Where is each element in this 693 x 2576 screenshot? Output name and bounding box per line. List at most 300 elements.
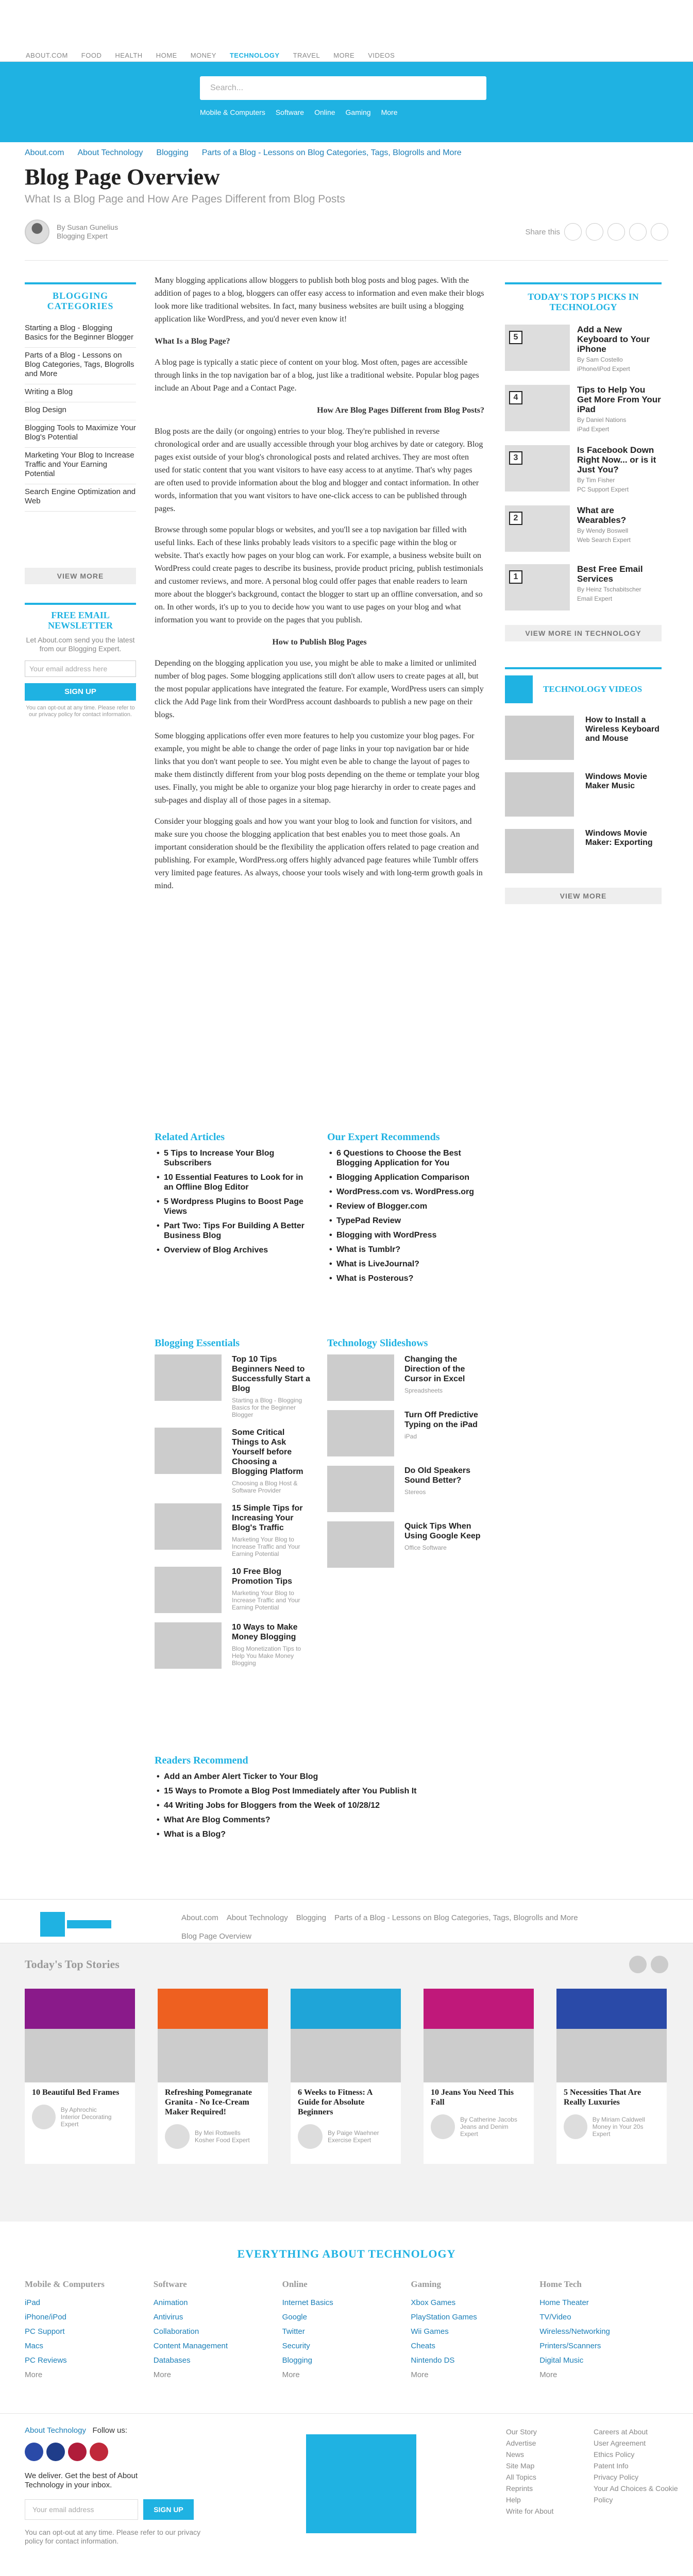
nav-item-more[interactable]: MORE xyxy=(333,52,355,59)
footer-email-field[interactable]: Your email address xyxy=(25,2499,138,2520)
everything-column xyxy=(282,2279,411,2382)
nav-item-travel[interactable]: TRAVEL xyxy=(293,52,320,59)
author-role: Exercise Expert xyxy=(328,2137,371,2144)
expert-link[interactable]: • 6 Questions to Choose the Best Blogging Application for You xyxy=(327,1148,484,1168)
about-logo-icon[interactable] xyxy=(40,1912,111,1937)
slideshows-list xyxy=(327,1354,484,1568)
top-picks-list xyxy=(505,325,662,611)
essentials-thumbnail[interactable] xyxy=(155,1354,222,1401)
slideshows-title[interactable]: Turn Off Predictive Typing on the iPad xyxy=(404,1411,478,1429)
video-thumbnail[interactable] xyxy=(505,829,574,873)
category-item[interactable]: Writing a Blog xyxy=(25,384,136,402)
page-title: Blog Page Overview xyxy=(25,164,220,190)
column-heading: Mobile & Computers xyxy=(25,2279,105,2289)
nav-item-videos[interactable]: VIDEOS xyxy=(368,52,395,59)
topic-link[interactable]: PC Reviews xyxy=(25,2356,67,2365)
topic-link[interactable]: PlayStation Games xyxy=(411,2313,477,2321)
story-color-band xyxy=(25,1989,135,2029)
related-section xyxy=(155,1131,484,1288)
story-card[interactable] xyxy=(556,1989,667,2164)
recommend-link[interactable]: • 44 Writing Jobs for Bloggers from the Week of 10/28/12 xyxy=(155,1801,484,1810)
paragraph: Consider your blogging goals and how you want your blog to look and function for visitors, and make sure you choose the blogging application that best enables you to meet those goals. An important consideration should be the flexibility the application offers related to page creation and publishing. For example, WordPress.org offers highly advanced page features while Tumblr offers very limited page features. As always, choose your tools wisely and with long-term growth goals in mind. xyxy=(155,817,483,890)
email-field[interactable]: Your email address here xyxy=(25,660,136,677)
story-author xyxy=(328,2129,379,2144)
author-name: By Aphrochic xyxy=(60,2106,97,2113)
more-link[interactable]: More xyxy=(282,2370,300,2379)
footer-breadcrumb-bar xyxy=(0,1899,693,1943)
column-heading: Software xyxy=(153,2279,187,2289)
subnav-item[interactable]: Mobile & Computers xyxy=(200,108,265,116)
footer-link[interactable]: All Topics xyxy=(506,2473,536,2481)
expert-link[interactable]: • TypePad Review xyxy=(327,1216,484,1226)
pick-thumbnail[interactable] xyxy=(505,385,570,431)
essentials-title[interactable]: 10 Free Blog Promotion Tips xyxy=(232,1567,293,1586)
subnav-item[interactable]: Online xyxy=(314,108,335,116)
breadcrumb-link[interactable]: About.com xyxy=(25,148,64,157)
essentials-title[interactable]: Some Critical Things to Ask Yourself before Choosing a Blogging Platform xyxy=(232,1428,303,1476)
avatar[interactable] xyxy=(25,219,49,244)
story-byline xyxy=(424,2112,534,2141)
story-image[interactable] xyxy=(291,2029,401,2082)
footer-link[interactable]: Site Map xyxy=(506,2462,535,2470)
story-card[interactable] xyxy=(291,1989,401,2164)
category-item[interactable]: Marketing Your Blog to Increase Traffic and Your Earning Potential xyxy=(25,448,136,484)
related-link[interactable]: • Part Two: Tips For Building A Better Business Blog xyxy=(155,1221,312,1241)
footer-breadcrumb xyxy=(181,1913,635,1942)
video-thumbnail[interactable] xyxy=(505,772,574,817)
signup-button[interactable]: SIGN UP xyxy=(25,683,136,701)
topic-link[interactable]: iPad xyxy=(25,2298,41,2307)
main-layout xyxy=(0,261,693,1839)
subnav-item[interactable]: More xyxy=(381,108,398,116)
nav-item-about.com[interactable]: ABOUT.COM xyxy=(26,52,68,59)
newsletter-heading: FREE EMAIL NEWSLETTER xyxy=(47,610,113,631)
story-image[interactable] xyxy=(556,2029,667,2082)
subnav xyxy=(200,108,408,116)
header-bar xyxy=(0,62,693,142)
expert-link[interactable]: • Review of Blogger.com xyxy=(327,1201,484,1211)
pick-role: Email Expert xyxy=(577,595,613,602)
footer-link[interactable]: User Agreement xyxy=(594,2439,646,2447)
essentials-item[interactable] xyxy=(155,1428,312,1494)
breadcrumb-link[interactable]: About Technology xyxy=(77,148,143,157)
slideshows-text xyxy=(404,1466,484,1512)
category-item[interactable]: Search Engine Optimization and Web xyxy=(25,484,136,512)
view-more-videos-button[interactable]: VIEW MORE xyxy=(505,888,662,904)
author-name[interactable]: By Susan Gunelius xyxy=(57,223,119,231)
related-link[interactable]: • 5 Wordpress Plugins to Boost Page Views xyxy=(155,1197,312,1216)
topic-link[interactable]: Wii Games xyxy=(411,2327,449,2336)
story-title[interactable]: 10 Jeans You Need This Fall xyxy=(431,2088,514,2107)
more-link[interactable]: More xyxy=(25,2370,43,2379)
story-color-band xyxy=(291,1989,401,2029)
footer-link[interactable]: Help xyxy=(506,2496,521,2504)
topic-link[interactable]: Collaboration xyxy=(153,2327,199,2336)
recommend-link[interactable]: • 15 Ways to Promote a Blog Post Immediately after You Publish It xyxy=(155,1786,484,1796)
related-heading: Related Articles xyxy=(155,1131,225,1143)
slideshows-item[interactable] xyxy=(327,1466,484,1512)
story-image[interactable] xyxy=(25,2029,135,2082)
more-link[interactable]: More xyxy=(411,2370,429,2379)
author-role: Blogging Expert xyxy=(57,232,108,240)
slideshows-category: iPad xyxy=(404,1433,417,1440)
essentials-item[interactable] xyxy=(155,1503,312,1557)
nav-item-home[interactable]: HOME xyxy=(156,52,177,59)
twitter-icon[interactable] xyxy=(586,223,603,241)
story-byline xyxy=(556,2112,667,2141)
footer-breadcrumb-link[interactable]: About.com xyxy=(181,1913,218,1922)
topic-link[interactable]: Databases xyxy=(153,2356,191,2365)
share-label: Share this xyxy=(525,227,560,236)
story-byline xyxy=(158,2122,268,2151)
video-item[interactable] xyxy=(505,716,662,760)
essentials-thumbnail[interactable] xyxy=(155,1567,222,1613)
slideshows-item[interactable] xyxy=(327,1410,484,1456)
footer-link[interactable]: Careers at About xyxy=(594,2428,648,2436)
pick-item[interactable] xyxy=(505,325,662,372)
footer-link[interactable]: Patent Info xyxy=(594,2462,629,2470)
avatar xyxy=(564,2114,587,2139)
view-more-button[interactable]: VIEW MORE xyxy=(25,568,136,584)
essentials-item[interactable] xyxy=(155,1622,312,1669)
expert-link[interactable]: • What is Tumblr? xyxy=(327,1245,484,1255)
expert-link[interactable]: • Blogging Application Comparison xyxy=(327,1173,484,1182)
story-author xyxy=(460,2116,527,2138)
slideshows-heading: Technology Slideshows xyxy=(327,1337,428,1349)
story-cards xyxy=(25,1989,668,2164)
pick-rank: 4 xyxy=(509,391,522,404)
everything-column xyxy=(539,2279,668,2382)
everything-columns xyxy=(25,2279,668,2382)
story-card[interactable] xyxy=(424,1989,534,2164)
search-input[interactable]: Search... xyxy=(200,76,486,100)
essentials-title[interactable]: 10 Ways to Make Money Blogging xyxy=(232,1623,298,1641)
expert-link[interactable]: • What is Posterous? xyxy=(327,1274,484,1283)
videos-heading: TECHNOLOGY VIDEOS xyxy=(543,684,643,694)
next-arrow-icon[interactable] xyxy=(651,1956,668,1973)
pick-title[interactable]: Tips to Help You Get More From Your iPad xyxy=(577,385,661,414)
pick-item[interactable] xyxy=(505,385,662,433)
footer-link[interactable]: News xyxy=(506,2450,525,2459)
video-item[interactable] xyxy=(505,772,662,817)
story-title[interactable]: 10 Beautiful Bed Frames xyxy=(32,2088,120,2097)
pick-text xyxy=(577,505,662,552)
story-title[interactable]: 5 Necessities That Are Really Luxuries xyxy=(564,2088,641,2107)
slideshows-category: Stereos xyxy=(404,1488,426,1496)
story-card[interactable] xyxy=(25,1989,135,2164)
topic-link[interactable]: Macs xyxy=(25,2342,43,2350)
breadcrumb-link[interactable]: Parts of a Blog - Lessons on Blog Categories, Tags, Blogrolls and More xyxy=(201,148,462,157)
topic-link[interactable]: Content Management xyxy=(153,2342,228,2350)
section-heading: How to Publish Blog Pages xyxy=(272,638,367,647)
deliver-text: We deliver. Get the best of About Technology in your inbox. xyxy=(25,2471,138,2489)
related-list xyxy=(155,1148,312,1255)
story-color-band xyxy=(556,1989,667,2029)
view-more-tech-button[interactable]: VIEW MORE IN TECHNOLOGY xyxy=(505,625,662,641)
slideshows-title[interactable]: Changing the Direction of the Cursor in Excel xyxy=(404,1355,465,1383)
footer-optout: You can opt-out at any time. Please refer to our privacy policy for contact information. xyxy=(25,2528,201,2545)
topic-link[interactable]: Digital Music xyxy=(539,2356,584,2365)
footer-link[interactable]: Write for About xyxy=(506,2507,554,2515)
everything-heading: EVERYTHING ABOUT TECHNOLOGY xyxy=(237,2247,456,2260)
topic-link[interactable]: Security xyxy=(282,2342,310,2350)
pick-item[interactable] xyxy=(505,505,662,552)
paragraph: A blog page is typically a static piece of content on your blog. Most often, pages are accessible through links in the top navigation bar of a blog, just like a traditional website. Popular blog pages include an About Page and a Contact Page. xyxy=(155,358,479,393)
essentials-text xyxy=(232,1428,312,1494)
slideshows-thumbnail[interactable] xyxy=(327,1410,394,1456)
topic-link[interactable]: Nintendo DS xyxy=(411,2356,455,2365)
slideshows-item[interactable] xyxy=(327,1354,484,1401)
essentials-text xyxy=(232,1503,312,1557)
story-color-band xyxy=(158,1989,268,2029)
everything-column xyxy=(154,2279,282,2382)
pick-author: By Wendy Boswell xyxy=(577,527,629,534)
paragraph: Many blogging applications allow bloggers to publish both blog posts and blog pages. With the addition of pages to a blog, bloggers can offer easy access to information and even make their blogs look more like traditional websites. In fact, many business websites are built using a blogging application like WordPress, and you'd never even know it! xyxy=(155,276,484,324)
avatar xyxy=(32,2105,56,2129)
pick-thumbnail[interactable] xyxy=(505,505,570,552)
essentials-thumbnail[interactable] xyxy=(155,1428,222,1474)
topic-link[interactable]: Xbox Games xyxy=(411,2298,456,2307)
footer-breadcrumb-link[interactable]: Blog Page Overview xyxy=(181,1932,251,1941)
author-name: By Mei Rottwells xyxy=(195,2129,241,2137)
pick-thumbnail[interactable] xyxy=(505,325,570,371)
essentials-text xyxy=(232,1354,312,1418)
pick-author: By Tim Fisher xyxy=(577,477,615,484)
topic-link[interactable]: Cheats xyxy=(411,2342,435,2350)
footer-links-2 xyxy=(594,2426,693,2505)
recommend-list xyxy=(155,1772,484,1839)
newsletter-box xyxy=(25,603,136,723)
paragraph: Depending on the blogging application you use, you might be able to make a limited or unlimited number of blog pages. Some blogging applications still don't allow users to create pages at all, but the most popular applications have integrated the feature. For example, WordPress users can simply click the Add Page link from their WordPress account dashboards to publish a new page on their blogs. xyxy=(155,659,484,719)
paragraph: Blog posts are the daily (or ongoing) entries to your blog. They're published in reverse chronological order and are usually accessible through your blog archives by date or category. Blog pages exist outside of your blog's chronological posts and related archives. They are most often used for static content that you want visitors to have easy access to at anytime. That's why pages are often used to provide information about the blog and blogger and contact information. In other words, information that you want visitors to have one-click access to can be published through pages. xyxy=(155,427,483,513)
author-role: Money in Your 20s Expert xyxy=(592,2123,644,2138)
related-link[interactable]: • 10 Essential Features to Look for in an Offline Blog Editor xyxy=(155,1173,312,1192)
story-byline xyxy=(291,2122,401,2151)
slideshows-thumbnail[interactable] xyxy=(327,1466,394,1512)
footer-link[interactable]: Ethics Policy xyxy=(594,2450,635,2459)
video-item[interactable] xyxy=(505,829,662,873)
top-stories-heading: Today's Top Stories xyxy=(25,1958,120,1971)
video-title[interactable]: How to Install a Wireless Keyboard and Mouse xyxy=(585,716,660,743)
recommend-link[interactable]: • What Are Blog Comments? xyxy=(155,1815,484,1825)
left-sidebar xyxy=(25,282,136,723)
story-image[interactable] xyxy=(158,2029,268,2082)
topic-link[interactable]: Internet Basics xyxy=(282,2298,333,2307)
category-item[interactable]: Blog Design xyxy=(25,402,136,420)
nav-item-health[interactable]: HEALTH xyxy=(115,52,143,59)
google-plus-icon[interactable] xyxy=(90,2443,108,2461)
topic-link[interactable]: Home Theater xyxy=(539,2298,589,2307)
essentials-text xyxy=(232,1567,312,1613)
share-bar xyxy=(525,223,668,241)
email-icon[interactable] xyxy=(651,223,668,241)
topic-link[interactable]: PC Support xyxy=(25,2327,65,2336)
topic-link[interactable]: Antivirus xyxy=(153,2313,183,2321)
top-picks-heading: TODAY'S TOP 5 PICKS IN TECHNOLOGY xyxy=(505,282,662,312)
nav-item-technology[interactable]: TECHNOLOGY xyxy=(229,52,280,59)
author-role: Kosher Food Expert xyxy=(195,2137,250,2144)
pick-text xyxy=(577,445,662,493)
related-link[interactable]: • Overview of Blog Archives xyxy=(155,1245,312,1255)
pick-title[interactable]: Best Free Email Services xyxy=(577,564,643,584)
pick-role: PC Support Expert xyxy=(577,486,629,493)
video-title[interactable]: Windows Movie Maker: Exporting xyxy=(585,829,653,847)
essentials-category: Starting a Blog - Blogging Basics for the Beginner Blogger xyxy=(232,1397,302,1418)
optout-text: You can opt-out at any time. Please refer to our privacy policy for contact information. xyxy=(26,705,135,718)
avatar xyxy=(298,2124,323,2149)
essentials-section xyxy=(155,1337,484,1678)
pick-item[interactable] xyxy=(505,564,662,611)
story-author xyxy=(61,2106,128,2128)
story-author xyxy=(593,2116,660,2138)
section-heading: What Is a Blog Page? xyxy=(155,337,230,346)
author-name: By Paige Waehner xyxy=(328,2129,379,2137)
slideshows-text xyxy=(404,1410,484,1456)
slideshows-text xyxy=(404,1521,484,1568)
page-subtitle: What Is a Blog Page and How Are Pages Different from Blog Posts xyxy=(25,193,345,205)
related-link[interactable]: • 5 Tips to Increase Your Blog Subscribers xyxy=(155,1148,312,1168)
pick-title[interactable]: Add a New Keyboard to Your iPhone xyxy=(577,325,650,354)
twitter-icon[interactable] xyxy=(46,2443,65,2461)
prev-arrow-icon[interactable] xyxy=(629,1956,647,1973)
facebook-icon[interactable] xyxy=(25,2443,43,2461)
slideshows-text xyxy=(404,1354,484,1401)
pick-author: By Daniel Nations xyxy=(577,416,627,423)
footer-brand[interactable]: About Technology xyxy=(25,2426,86,2435)
story-byline xyxy=(25,2103,135,2131)
topic-link[interactable]: iPhone/iPod xyxy=(25,2313,66,2321)
expert-link[interactable]: • Blogging with WordPress xyxy=(327,1230,484,1240)
essentials-item[interactable] xyxy=(155,1354,312,1418)
google-plus-icon[interactable] xyxy=(629,223,647,241)
expert-heading: Our Expert Recommends xyxy=(327,1131,440,1143)
expert-link[interactable]: • What is LiveJournal? xyxy=(327,1259,484,1269)
nav-item-food[interactable]: FOOD xyxy=(81,52,102,59)
categories-list xyxy=(25,320,136,568)
pick-text xyxy=(577,385,662,433)
category-item[interactable]: Blogging Tools to Maximize Your Blog's Potential xyxy=(25,420,136,448)
essentials-category: Choosing a Blog Host & Software Provider xyxy=(232,1480,298,1494)
site-footer xyxy=(0,2413,693,2576)
story-title[interactable]: Refreshing Pomegranate Granita - No Ice-Cream Maker Required! xyxy=(165,2088,252,2116)
paragraph: Browse through some popular blogs or websites, and you'll see a top navigation bar filled with useful links. Each of these links probably leads visitors to a specific page within the blog or website. That's exactly how pages on your blog can work. For example, a business website built on WordPress could create pages to describe its business, provide product pricing, publish testimonials and customer reviews, and more. A personal blog could offer pages that enable readers to learn more about the blogger's background, contact the blogger to start up an offline conversation, and so on. In other words, it's up to you to decide how you want to use pages on your blog and what information you want to provide on the pages that you publish. xyxy=(155,526,483,624)
essentials-heading: Blogging Essentials xyxy=(155,1337,240,1349)
topic-link[interactable]: Google xyxy=(282,2313,307,2321)
topic-link[interactable]: TV/Video xyxy=(539,2313,571,2321)
pinterest-icon[interactable] xyxy=(607,223,625,241)
category-item[interactable]: Starting a Blog - Blogging Basics for the Beginner Blogger xyxy=(25,320,136,348)
facebook-icon[interactable] xyxy=(564,223,582,241)
recommend-link[interactable]: • Add an Amber Alert Ticker to Your Blog xyxy=(155,1772,484,1782)
everything-column xyxy=(25,2279,154,2382)
paragraph: Some blogging applications offer even more features to help you customize your blog pages. For example, you might be able to change the order of page links in your top navigation bar or hide links that you don't want people to see. You might even be able to change the layout of pages to make them distinctly different from your blog posts depending on the theme or template your blog uses. Finally, you might be able to organize your blog page hierarchy in order to create pages and sub-pages and display all of those pages in a sitemap. xyxy=(155,732,480,805)
slideshows-thumbnail[interactable] xyxy=(327,1354,394,1401)
story-title[interactable]: 6 Weeks to Fitness: A Guide for Absolute Beginners xyxy=(298,2088,373,2116)
author-row xyxy=(0,218,693,246)
pinterest-icon[interactable] xyxy=(68,2443,87,2461)
pick-role: iPad Expert xyxy=(577,426,610,433)
footer-link[interactable]: Your Ad Choices & Cookie Policy xyxy=(594,2484,678,2504)
footer-link[interactable]: Privacy Policy xyxy=(594,2473,639,2481)
pick-role: Web Search Expert xyxy=(577,536,631,544)
slideshows-title[interactable]: Do Old Speakers Sound Better? xyxy=(404,1466,471,1485)
pick-text xyxy=(577,564,662,611)
slideshows-item[interactable] xyxy=(327,1521,484,1568)
essentials-list xyxy=(155,1354,312,1669)
subnav-item[interactable]: Gaming xyxy=(345,108,371,116)
column-heading: Home Tech xyxy=(539,2279,582,2289)
author-name: By Miriam Caldwell xyxy=(592,2116,645,2123)
breadcrumb xyxy=(0,142,693,165)
pick-title[interactable]: Is Facebook Down Right Now... or is it Just You? xyxy=(577,445,656,474)
pick-role: iPhone/iPod Expert xyxy=(577,365,630,372)
pick-item[interactable] xyxy=(505,445,662,493)
recommend-link[interactable]: • What is a Blog? xyxy=(155,1829,484,1839)
footer-link[interactable]: Our Story xyxy=(506,2428,537,2436)
story-image[interactable] xyxy=(424,2029,534,2082)
recommend-heading: Readers Recommend xyxy=(155,1755,248,1766)
categories-box xyxy=(25,282,136,584)
pick-thumbnail[interactable] xyxy=(505,564,570,611)
footer-link[interactable]: Reprints xyxy=(506,2484,533,2493)
story-card[interactable] xyxy=(158,1989,268,2164)
video-thumbnail[interactable] xyxy=(505,716,574,760)
topic-link[interactable]: Blogging xyxy=(282,2356,312,2365)
essentials-title[interactable]: Top 10 Tips Beginners Need to Successfully Start a Blog xyxy=(232,1355,311,1393)
breadcrumb-link[interactable]: Blogging xyxy=(156,148,189,157)
more-link[interactable]: More xyxy=(539,2370,557,2379)
author-role: Interior Decorating Expert xyxy=(60,2113,112,2128)
category-item[interactable]: Parts of a Blog - Lessons on Blog Categories, Tags, Blogrolls and More xyxy=(25,348,136,384)
pick-thumbnail[interactable] xyxy=(505,445,570,492)
footer-breadcrumb-link[interactable]: Blogging xyxy=(296,1913,327,1922)
categories-heading: BLOGGING CATEGORIES xyxy=(47,291,114,311)
topic-link[interactable]: Printers/Scanners xyxy=(539,2342,601,2350)
pick-author: By Sam Costello xyxy=(577,356,623,363)
essentials-category: Marketing Your Blog to Increase Traffic and Your Earning Potential xyxy=(232,1536,300,1557)
topic-link[interactable]: Animation xyxy=(153,2298,188,2307)
essentials-category: Blog Monetization Tips to Help You Make Money Blogging xyxy=(232,1645,301,1667)
footer-link[interactable]: Advertise xyxy=(506,2439,536,2447)
expert-link[interactable]: • WordPress.com vs. WordPress.org xyxy=(327,1187,484,1197)
essentials-item[interactable] xyxy=(155,1567,312,1613)
section-heading: How Are Blog Pages Different from Blog Posts? xyxy=(317,406,484,415)
topic-link[interactable]: Wireless/Networking xyxy=(539,2327,610,2336)
footer-breadcrumb-link[interactable]: Parts of a Blog - Lessons on Blog Categories, Tags, Blogrolls and More xyxy=(334,1913,578,1922)
pick-title[interactable]: What are Wearables? xyxy=(577,505,627,525)
slideshows-title[interactable]: Quick Tips When Using Google Keep xyxy=(404,1522,481,1540)
nav-item-money[interactable]: MONEY xyxy=(190,52,216,59)
top-stories xyxy=(0,1943,693,2222)
author-role: Jeans and Denim Expert xyxy=(460,2123,509,2138)
slideshows-thumbnail[interactable] xyxy=(327,1521,394,1568)
topic-link[interactable]: Twitter xyxy=(282,2327,305,2336)
video-title[interactable]: Windows Movie Maker Music xyxy=(585,772,647,790)
story-color-band xyxy=(424,1989,534,2029)
more-link[interactable]: More xyxy=(153,2370,171,2379)
footer-signup-button[interactable]: SIGN UP xyxy=(143,2499,194,2520)
everything-column xyxy=(411,2279,539,2382)
pick-author: By Heinz Tschabitscher xyxy=(577,586,641,593)
essentials-title[interactable]: 15 Simple Tips for Increasing Your Blog's Traffic xyxy=(232,1504,303,1532)
expert-list xyxy=(327,1148,484,1283)
videos-list xyxy=(505,716,662,873)
subnav-item[interactable]: Software xyxy=(275,108,305,116)
footer-breadcrumb-link[interactable]: About Technology xyxy=(226,1913,288,1922)
essentials-thumbnail[interactable] xyxy=(155,1503,222,1550)
essentials-thumbnail[interactable] xyxy=(155,1622,222,1669)
essentials-category: Marketing Your Blog to Increase Traffic and Your Earning Potential xyxy=(232,1589,300,1611)
